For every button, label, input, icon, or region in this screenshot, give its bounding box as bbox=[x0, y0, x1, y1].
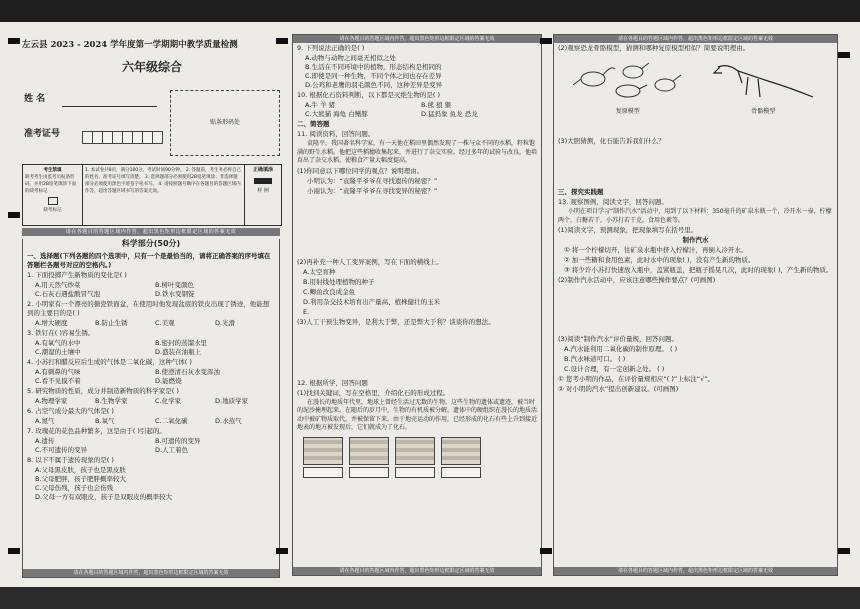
answer-option[interactable]: D.盛装在油瓶上 bbox=[155, 348, 202, 356]
corner-mark bbox=[838, 548, 850, 554]
question-text: 10. 根据化石资料判断，以下都是灭绝生物的是( ) bbox=[297, 91, 441, 99]
col2-banner-bottom: 请在各题目的答题区域内作答，超出黑色矩形边框限定区域的答案无效 bbox=[293, 567, 541, 575]
exam-number-label: 准考证号 bbox=[24, 129, 61, 139]
fill-example-label: 样 例 bbox=[257, 188, 269, 194]
answer-option[interactable]: C.化学家 bbox=[155, 397, 182, 405]
rubric-list bbox=[554, 345, 837, 374]
answer-option[interactable]: B.树叶变颜色 bbox=[155, 281, 195, 289]
col1-questions bbox=[23, 271, 279, 502]
missing-mark-label: 缺考标记 bbox=[43, 208, 62, 213]
corner-mark bbox=[8, 548, 20, 554]
strata-stage-4 bbox=[441, 437, 481, 478]
column-1 bbox=[22, 34, 280, 574]
q12-2: (2)观察恐龙骨骼模型，猜测和哪种复原模型相似？简要说明理由。 bbox=[558, 44, 750, 52]
rubric-q2: ② 对小明的汽水”提出创新建议。(可画图) bbox=[558, 385, 679, 393]
dino-model-figure bbox=[573, 57, 683, 115]
soda-step: ① 将一个柠檬切开，往矿泉水瓶中挤入柠檬汁，再倒入冷开水。 bbox=[564, 246, 748, 254]
option-row bbox=[35, 437, 275, 455]
top-dark-band bbox=[0, 0, 860, 22]
answer-option[interactable]: B.使澄清石灰水变浑浊 bbox=[155, 368, 221, 376]
strata-stage-1 bbox=[303, 437, 343, 478]
question-text: 6. 占空气成分最大的气体是( ) bbox=[27, 407, 114, 415]
answer-option[interactable]: A.牛 羊 猪 bbox=[305, 101, 336, 109]
question-text: 3. 铁钉在( )容易生锈。 bbox=[27, 329, 95, 337]
question-text: 4. 小苏打和醋反应后生成的气体是二氧化碳，这种气体( ) bbox=[27, 358, 192, 366]
q13-1: (1)阅读文字，预测现象，把现象填写在括号里。 bbox=[558, 226, 698, 234]
soda-step: ② 加一些糖和食用色素，此时水中的现象( )，没有产生新的物质。 bbox=[564, 256, 755, 264]
question-text: 1. 下面投掷产生新物质的变化是( ) bbox=[27, 271, 127, 279]
q12-passage: 在漫长的地质年代里，地球上曾经生活过无数的生物。这些生物的遗体或遗迹，被当时的泥沙掩埋起来。在随后的岁月中，生物的有机质被分解，遗体中的硬组织在漫长的地质活动中被矿物质取代，并被保留下来。由于地壳运动的作用，已经形成的化石有些上升到接近地表的地方被发现后，它们就成为了化石。 bbox=[297, 398, 538, 431]
option-row bbox=[35, 466, 275, 502]
exam-sheet bbox=[0, 22, 860, 587]
dino-models-icon bbox=[573, 57, 683, 102]
q12-1: (1)找到关键词，写在空格里，介绍化石的形成过程。 bbox=[297, 388, 450, 397]
fill-example bbox=[245, 165, 281, 225]
answer-option[interactable]: D.能燃烧 bbox=[155, 377, 182, 385]
corner-mark bbox=[8, 212, 20, 218]
fill-example-title: 正确填涂 bbox=[252, 167, 273, 173]
q11-2-option: B.用射线处理植物的种子 bbox=[303, 277, 375, 286]
option-row bbox=[35, 368, 275, 386]
option-row bbox=[35, 339, 275, 357]
answer-option[interactable]: C.二氧化碳 bbox=[155, 417, 188, 425]
name-field[interactable] bbox=[62, 106, 157, 107]
q11-passage: 袁隆平，我国著名科学家，有一天他在稻田里偶然发现了一株与众不同的水稻，籽粒饱满的野生水稻。他把这些稻穗收集起来，并进行了杂交实验。经过多年的试验与改良，他培育出了杂交水稻，使粮食产量大幅度提高。 bbox=[297, 140, 538, 164]
missing-note: 缺考考生由监考员贴条形码，并用2B铅笔填涂下面的缺考标记 bbox=[25, 175, 76, 194]
question-text: 5. 研究物质的性质，成分并制造新物质的科学家是( ) bbox=[27, 387, 179, 395]
q13-title: 13. 观察图例，阅读文字，回答问题。 bbox=[558, 198, 668, 206]
skeleton-model-label: 骨骼模型 bbox=[751, 108, 776, 115]
answer-option[interactable]: D.人工着色 bbox=[155, 446, 189, 454]
option-row bbox=[35, 397, 275, 406]
question-text: 8. 以下不属于遗传现象的是( ) bbox=[27, 456, 114, 464]
q13-passage: 小明在项目学习“制作汽水”活动中，用到了以下材料：350毫升的矿泉水瓶一个，冷开水一壶，柠檬两个，白糖若干，小苏打若干克，食用色素等。 bbox=[558, 208, 832, 224]
q11-1a: 小明认为：“袁隆平爷爷在寻找遗传的秘密？” bbox=[307, 176, 438, 185]
answer-option[interactable]: A.有氧气的水中 bbox=[35, 339, 81, 347]
answer-option[interactable]: D.铁水变钢锭 bbox=[155, 290, 195, 298]
answer-option[interactable]: A.动物与动物之间毫无相似之处 bbox=[305, 54, 396, 62]
col2-banner-top: 请在各题目的答题区域内作答，超出黑色矩形边框限定区域的答案无效 bbox=[293, 35, 541, 43]
dino-figures bbox=[560, 57, 831, 115]
notes-title: 考生禁填 bbox=[43, 168, 62, 173]
answer-option[interactable]: B.可遗传的变异 bbox=[155, 437, 201, 445]
column-2 bbox=[292, 34, 542, 576]
answer-option[interactable]: B.父母肥胖，孩子肥胖概率较大 bbox=[35, 475, 127, 483]
part2-title: 二、简答题 bbox=[297, 120, 330, 128]
q11-1b: 小丽认为：“袁隆平爷爷在寻找变异的秘密？” bbox=[307, 186, 438, 195]
col3-banner-bottom: 请在各题目的答题区域内作答，超出黑色矩形边框限定区域的答案无效 bbox=[554, 567, 837, 575]
part1-instructions: 一、选择题(下列各题的四个选项中，只有一个是最恰当的，请将正确答案的序号填在答题栏各题号对应的空格内。) bbox=[27, 252, 271, 269]
answer-option[interactable]: A.用天然气炒菜 bbox=[35, 281, 81, 289]
q12-3-answer-space[interactable] bbox=[554, 147, 837, 187]
dino-skeleton-figure bbox=[708, 57, 818, 115]
make-soda-title: 制作汽水 bbox=[682, 236, 709, 244]
fill-sample-mark bbox=[254, 178, 272, 184]
corner-mark bbox=[276, 548, 288, 554]
strata-stage-2 bbox=[349, 437, 389, 478]
answer-option[interactable]: C.石灰石遇盐酸冒气泡 bbox=[35, 290, 101, 298]
answer-option[interactable]: B.生活在不同环境中的植物，形态结构是相同的 bbox=[305, 63, 442, 71]
q11-2-option: C.鲫鱼改良成金鱼 bbox=[303, 287, 356, 296]
question-text: 7. 玫瑰花的花色品种繁多，这是由于( )引起的。 bbox=[27, 427, 166, 435]
notes-text: 1. 本试卷共8页，满分100分，考试时间90分钟。 2. 答题前，考生务必将自己的姓名、准考证号填写清楚。 3. 选择题部分必须使用2B铅笔填涂；非选择题部分必须使用黑色字迹签字笔书写。 4. 请按照题号顺序在各题目的答题区域内作答，超出答题区域书写的答案无效。 bbox=[83, 165, 245, 225]
q11-title: 11. 阅读资料，回答问题。 bbox=[297, 130, 375, 138]
answer-option[interactable]: D.地质学家 bbox=[215, 397, 249, 405]
rubric-q1: ① 您考小明的作品，在评价量规相应“( )”上标注“√”。 bbox=[558, 375, 715, 383]
answer-option[interactable]: C.父母伤残，孩子也会伤残 bbox=[35, 484, 114, 492]
corner-mark bbox=[540, 38, 552, 44]
answer-option[interactable]: A.物理学家 bbox=[35, 397, 68, 405]
rubric-item: A.汽水能利用二氧化碳的制作原理。 ( ) bbox=[564, 345, 678, 353]
dino-skeleton-icon bbox=[708, 57, 818, 102]
answer-option[interactable]: B.防止生锈 bbox=[95, 319, 128, 327]
column-3 bbox=[553, 34, 838, 576]
answer-option[interactable]: A.父母黑皮肤，孩子也是黑皮肤 bbox=[35, 466, 126, 474]
option-row bbox=[305, 54, 537, 90]
answer-option[interactable]: D.水蒸气 bbox=[215, 417, 242, 425]
answer-option[interactable]: D.父母一方有双眼皮，孩子是双眼皮的概率较大 bbox=[35, 493, 173, 501]
q11-2-option: D.利用杂交技术培育出产量高、植株健壮的玉米 bbox=[303, 297, 441, 306]
question-text: 9. 下列说法正确的是( ) bbox=[297, 44, 365, 52]
answer-option[interactable]: B.生物学家 bbox=[95, 397, 128, 405]
q12-3: (3)大胆猜测，化石能告诉我们什么？ bbox=[558, 137, 665, 145]
missing-checkbox[interactable] bbox=[48, 197, 58, 205]
strata-slot-3[interactable] bbox=[395, 467, 435, 478]
q11-2: (2)再补充一种人工变异案例，写在下面的横线上。 bbox=[297, 257, 443, 266]
answer-option[interactable]: A.有刺鼻的气味 bbox=[35, 368, 81, 376]
answer-option[interactable]: B.熊 狼 猴 bbox=[421, 101, 452, 109]
answer-option[interactable]: A.增大硬度 bbox=[35, 319, 68, 327]
answer-option[interactable]: C.即使是同一种生物，不同个体之间也存在差异 bbox=[305, 72, 442, 80]
corner-mark bbox=[540, 548, 552, 554]
name-label: 姓 名 bbox=[24, 94, 46, 104]
answer-option[interactable]: B.密封的蒸馏水里 bbox=[155, 339, 208, 347]
q11-3-answer-space[interactable] bbox=[293, 328, 541, 378]
exam-subject: 六年级综合 bbox=[122, 60, 183, 74]
soda-step: ③ 将少许小苏打快速放入瓶中，盖紧瓶盖，把瓶子摇晃几次，此时的现象( )，产生新的物质。 bbox=[564, 266, 833, 274]
q11-2-options bbox=[293, 268, 541, 317]
science-section-title: 科学部分(50分) bbox=[121, 239, 181, 248]
answer-option[interactable]: C.不可遗传的变异 bbox=[35, 446, 88, 454]
answer-option[interactable]: C.潮湿的土壤中 bbox=[35, 348, 81, 356]
strata-slot-1[interactable] bbox=[303, 467, 343, 478]
answer-option[interactable]: A.遗传 bbox=[35, 437, 55, 445]
option-row bbox=[305, 101, 537, 119]
col3-banner-top: 请在各题目的答题区域内作答，超出黑色矩形边框限定区域的答案无效 bbox=[554, 35, 837, 43]
q13-2: (2)制作汽水活动中，应该注意哪些操作要点？(可画图) bbox=[558, 276, 716, 284]
bottom-dark-band bbox=[0, 587, 860, 609]
part3-title: 三、探究实践题 bbox=[558, 188, 604, 196]
corner-mark bbox=[8, 38, 20, 44]
missing-mark-box bbox=[23, 165, 83, 225]
q13-3: (3)阅读“制作汽水”评价量规，回答问题。 bbox=[558, 335, 678, 343]
exam-number-grid[interactable] bbox=[82, 131, 162, 144]
fossil-strata-row bbox=[303, 437, 531, 478]
strata-slot-2[interactable] bbox=[349, 467, 389, 478]
answer-option[interactable]: C.看不见摸不着 bbox=[35, 377, 81, 385]
notes-box bbox=[22, 164, 282, 226]
restoration-model-label: 复原模型 bbox=[615, 108, 640, 115]
rubric-item: C.设计合理，有一定创新之处。 ( ) bbox=[564, 365, 665, 373]
answer-option[interactable]: D.光滑 bbox=[215, 319, 236, 327]
answer-option[interactable]: D.猛犸象 鱼龙 恐龙 bbox=[421, 110, 478, 118]
answer-option[interactable]: D.公鸡和老鹰的羽毛颜色不同，这种差异是变异 bbox=[305, 81, 443, 89]
answer-region-1 bbox=[22, 228, 280, 578]
question-text: 2. 小明家有一个漂亮的搪瓷铁面盆，在使用时他发现盆底的铁皮出现了锈迹，他能想到的主要目的是( ) bbox=[27, 300, 270, 317]
answer-option[interactable]: A.氮气 bbox=[35, 417, 55, 425]
soda-steps bbox=[554, 246, 837, 275]
corner-mark bbox=[838, 52, 850, 58]
rubric-item: B.汽水味道可口。 ( ) bbox=[564, 355, 626, 363]
answer-option[interactable]: C.大熊猫 海龟 白鳍豚 bbox=[305, 110, 368, 118]
q11-1: (1)你同意以下哪位同学的观点？说明理由。 bbox=[297, 166, 424, 175]
col2-mc-questions bbox=[293, 44, 541, 119]
barcode-area: 贴条形码处 bbox=[170, 90, 280, 156]
answer-option[interactable]: B.氧气 bbox=[95, 417, 115, 425]
corner-mark bbox=[276, 38, 288, 44]
q13-2-answer-space[interactable] bbox=[554, 286, 837, 334]
q11-2-option: E. bbox=[303, 307, 310, 316]
option-row bbox=[35, 417, 275, 426]
option-row bbox=[35, 319, 275, 328]
banner-bottom: 请在各题目的答题区域内作答，超出黑色矩形边框限定区域的答案无效 bbox=[23, 569, 279, 577]
q11-1-answer-space[interactable] bbox=[293, 197, 541, 257]
q11-2-option: A.太空育种 bbox=[303, 267, 336, 276]
banner-top: 请在各题目的答题区域内作答，超出黑色矩形边框限定区域的答案无效 bbox=[22, 228, 280, 236]
q12-title: 12. 根据所学，回答问题 bbox=[297, 378, 368, 387]
strata-stage-3 bbox=[395, 437, 435, 478]
exam-title: 左云县 2023 - 2024 学年度第一学期期中教学质量检测 bbox=[22, 40, 238, 50]
strata-slot-4[interactable] bbox=[441, 467, 481, 478]
option-row bbox=[35, 281, 275, 299]
answer-option[interactable]: C.美观 bbox=[155, 319, 175, 327]
q11-3: (3)人工干预生物变异，是利大于弊，还是弊大于利？谈谈你的想法。 bbox=[297, 317, 495, 326]
